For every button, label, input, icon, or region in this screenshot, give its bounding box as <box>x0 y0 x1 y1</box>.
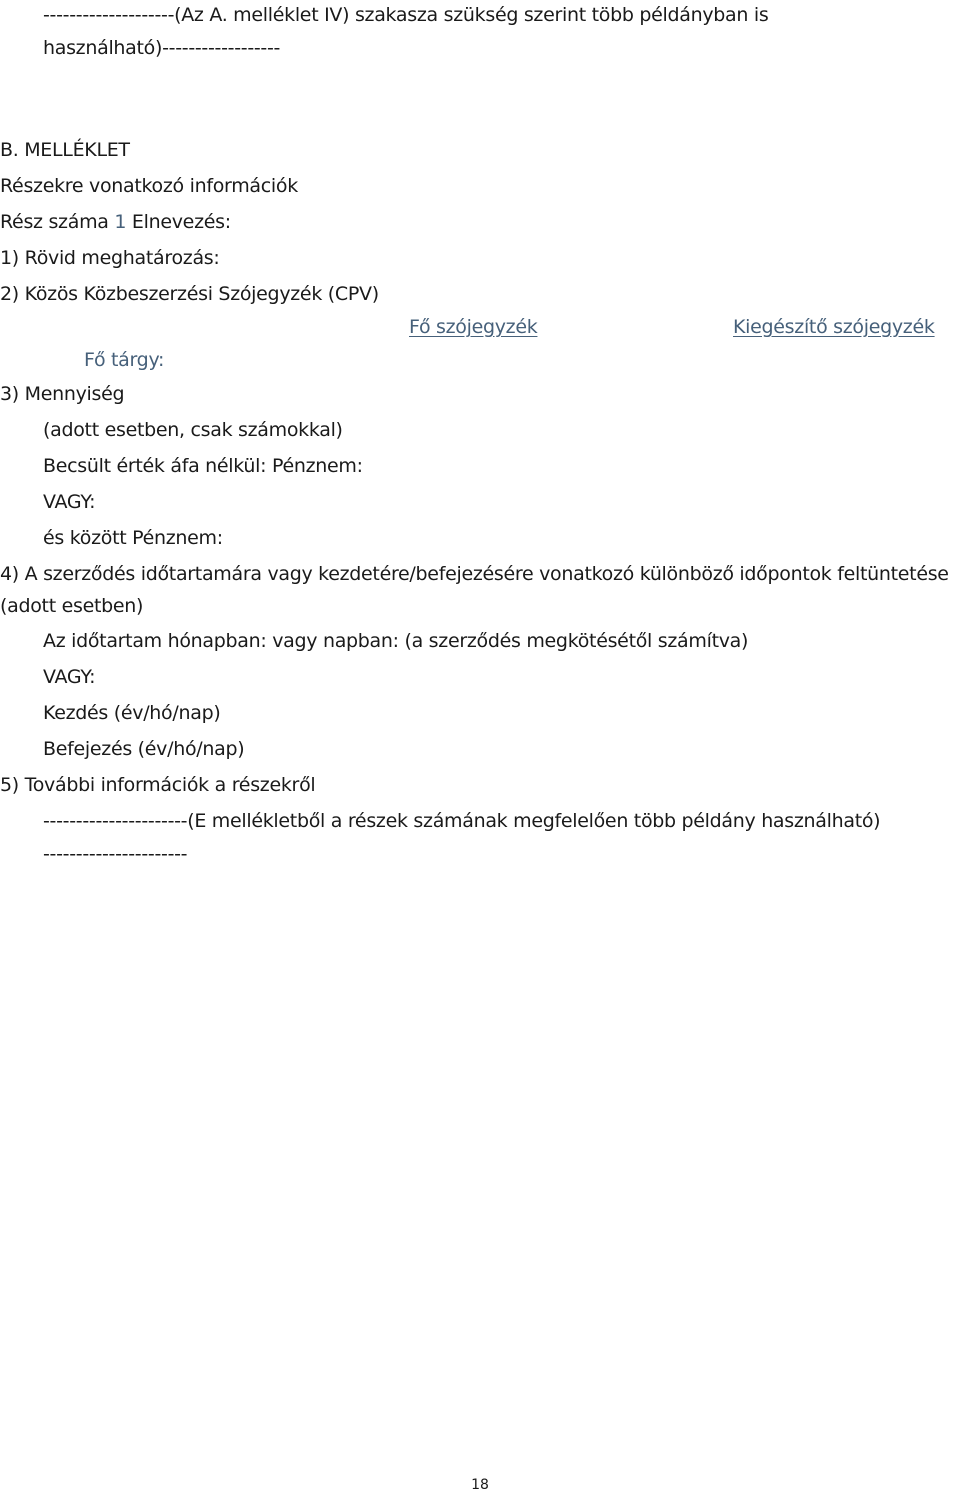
duration-line: Az időtartam hónapban: vagy napban: (a szerződés megkötésétől számítva) <box>43 630 749 652</box>
main-object-label: Fő tárgy: <box>84 349 165 371</box>
cpv-heading: 2) Közös Közbeszerzési Szójegyzék (CPV) <box>0 283 379 305</box>
supplementary-vocabulary-link[interactable]: Kiegészítő szójegyzék <box>733 316 935 338</box>
start-date-label: Kezdés (év/hó/nap) <box>43 702 221 724</box>
end-date-label: Befejezés (év/hó/nap) <box>43 738 245 760</box>
part-number-label: Rész száma <box>0 211 109 233</box>
header-line-2: használható)------------------ <box>43 37 281 59</box>
annex-subtitle: Részekre vonatkozó információk <box>0 175 298 197</box>
short-description-label: 1) Rövid meghatározás: <box>0 247 220 269</box>
page-number: 18 <box>471 1477 489 1493</box>
duration-heading: 4) A szerződés időtartamára vagy kezdetére/befejezésére vonatkozó különböző időpontok feltüntetése <box>0 563 949 585</box>
or-label-2: VAGY: <box>43 666 96 688</box>
annex-title: B. MELLÉKLET <box>0 139 130 161</box>
footer-line-1: ----------------------(E mellékletből a részek számának megfelelően több példány használható) <box>43 810 881 832</box>
quantity-heading: 3) Mennyiség <box>0 383 125 405</box>
further-info-heading: 5) További információk a részekről <box>0 774 316 796</box>
header-line-1: --------------------(Az A. melléklet IV) szakasza szükség szerint több példányban is <box>43 4 769 26</box>
estimated-value-label: Becsült érték áfa nélkül: Pénznem: <box>43 455 363 477</box>
main-vocabulary-link[interactable]: Fő szójegyzék <box>409 316 538 338</box>
value-range-label: és között Pénznem: <box>43 527 223 549</box>
part-number-value: 1 <box>114 211 127 233</box>
duration-heading-continued: (adott esetben) <box>0 595 144 617</box>
part-name-label: Elnevezés: <box>131 211 231 233</box>
part-number-row <box>0 210 231 234</box>
quantity-note: (adott esetben, csak számokkal) <box>43 419 343 441</box>
or-label-1: VAGY: <box>43 491 96 513</box>
footer-line-2: ---------------------- <box>43 843 188 865</box>
